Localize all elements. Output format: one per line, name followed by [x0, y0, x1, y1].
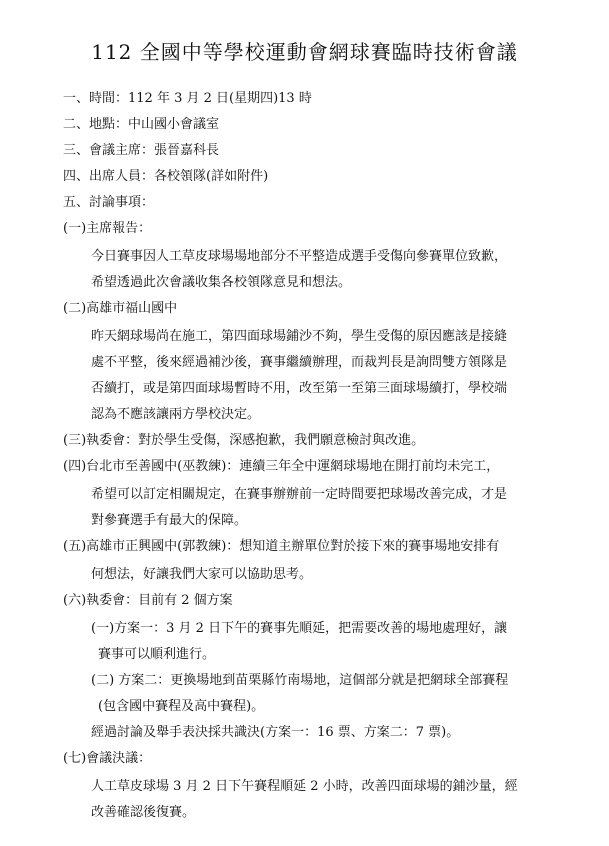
section-heading: (三)執委會：對於學生受傷，深感抱歉，我們願意檢討與改進。	[63, 433, 425, 448]
paragraph-line: 否續打，或是第四面球場暫時不用，改至第一至第三面球場續打，學校端	[91, 381, 508, 396]
paragraph-line: 處不平整，後來經過補沙後，賽事繼續辦理，而裁判長是詢問雙方領隊是	[91, 355, 508, 370]
section-heading: (五)高雄市正興國中(郭教練)：想知道主辦單位對於接下來的賽事場地安排有	[63, 539, 500, 554]
section-heading: (六)執委會：目前有 2 個方案	[63, 593, 233, 608]
sub-item: (一)方案一：3 月 2 日下午的賽事先順延，把需要改善的場地處理好，讓	[91, 621, 508, 636]
section-heading: (一)主席報告：	[63, 221, 152, 236]
paragraph-line: 何想法，好讓我們大家可以協助思考。	[91, 567, 313, 582]
item-chair: 三、會議主席：張晉嘉科長	[63, 143, 220, 158]
paragraph-line: 認為不應該讓兩方學校決定。	[91, 407, 261, 422]
paragraph-line: 今日賽事因人工草皮球場場地部分不平整造成選手受傷向參賽單位致歉，	[91, 249, 508, 264]
paragraph-line: 昨天網球場尚在施工，第四面球場鋪沙不夠，學生受傷的原因應該是接縫	[91, 329, 508, 344]
section-heading: (四)台北市至善國中(巫教練)：連續三年全中運網球場地在開打前均未完工，	[63, 459, 500, 474]
item-discussion: 五、討論事項：	[63, 195, 155, 210]
paragraph-line: 賽事可以順利進行。	[98, 647, 216, 662]
sub-item: (二) 方案二：更換場地到苗栗縣竹南場地，這個部分就是把網球全部賽程	[91, 673, 509, 688]
paragraph-line: 對參賽選手有最大的保障。	[91, 513, 248, 528]
section-heading: (二)高雄市福山國中	[63, 301, 178, 316]
item-location: 二、地點：中山國小會議室	[63, 117, 220, 132]
paragraph-line: (包含國中賽程及高中賽程)。	[98, 699, 265, 714]
paragraph-line: 希望可以訂定相關規定，在賽事辦辦前一定時間要把球場改善完成，才是	[91, 487, 508, 502]
item-attendees: 四、出席人員：各校領隊(詳如附件)	[63, 169, 269, 184]
paragraph-line: 人工草皮球場 3 月 2 日下午賽程順延 2 小時，改善四面球場的鋪沙量，經	[91, 779, 518, 794]
paragraph-line: 改善確認後復賽。	[91, 805, 196, 820]
paragraph-line: 經過討論及舉手表決採共識決(方案一：16 票、方案二：7 票)。	[91, 725, 460, 740]
paragraph-line: 希望透過此次會議收集各校領隊意見和想法。	[91, 275, 352, 290]
item-time: 一、時間：112 年 3 月 2 日(星期四)13 時	[63, 91, 312, 106]
page-title: 112 全國中等學校運動會網球賽臨時技術會議	[91, 40, 518, 64]
section-heading: (七)會議決議：	[63, 751, 152, 766]
